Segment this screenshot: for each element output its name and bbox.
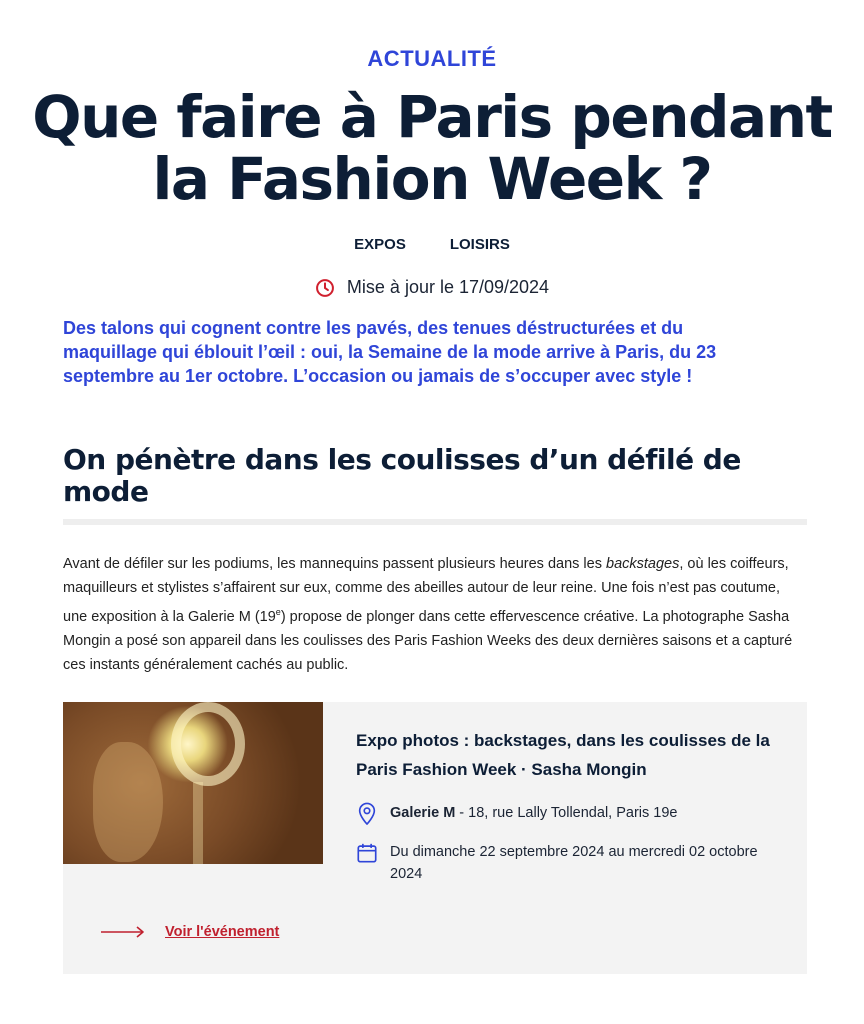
event-card [63,702,807,974]
tag-loisirs[interactable] [448,236,512,253]
tag-list [0,236,864,253]
event-title[interactable]: Expo photos : backstages, dans les coulisses de la Paris Fashion Week · Sasha Mongin [356,731,770,779]
update-date [0,277,864,298]
event-location-text [390,802,677,826]
calendar-icon [356,841,378,865]
event-location [356,802,776,826]
tag-expos[interactable] [352,236,408,253]
page-title: Que faire à Paris pendant la Fashion Week ? [32,83,832,213]
article-lead: Des talons qui cognent contre les pavés, des tenues déstructurées et du maquillage qui éblouit l’œil : oui, la Semaine de la mode arrive à Paris, du 23 septembre au 1er octobre. L’occasion ou jamais de s’occuper avec style ! [63,318,717,386]
section-paragraph: Avant de défiler sur les podiums, les mannequins passent plusieurs heures dans les backstages, où les coiffeurs, maquilleurs et stylistes s’affairent sur eux, comme des abeilles autour de leur reine. Une fois n’est pas coutume, une exposition à la Galerie M (19e) propose de plonger dans cette effervescence créative. La photographe Sasha Mongin a posé son appareil dans les coulisses des Paris Fashion Weeks des deux dernières saisons et a capturé ces instants généralement cachés au public. [63,556,793,673]
update-text: Mise à jour le 17/09/2024 [346,277,550,297]
emphasis-backstages: backstages [606,556,680,572]
tag-label: LOISIRS [449,236,510,253]
section-kicker: ACTUALITÉ [367,46,497,71]
venue-name: Galerie M [390,805,456,821]
section-heading: On pénètre dans les coulisses d’un défilé de mode [63,443,741,508]
event-dates-text: Du dimanche 22 septembre 2024 au mercredi 02 octobre 2024 [390,844,758,882]
clock-icon [315,278,335,298]
view-event-link[interactable]: Voir l'événement [165,924,280,940]
venue-address: - 18, rue Lally Tollendal, Paris 19e [455,805,678,821]
tag-label: EXPOS [354,236,406,253]
map-pin-icon [356,802,378,826]
section-divider [63,519,807,525]
event-cta[interactable] [101,924,279,940]
arrow-right-icon [101,926,145,938]
event-photo[interactable] [63,702,323,864]
event-dates [356,841,776,885]
